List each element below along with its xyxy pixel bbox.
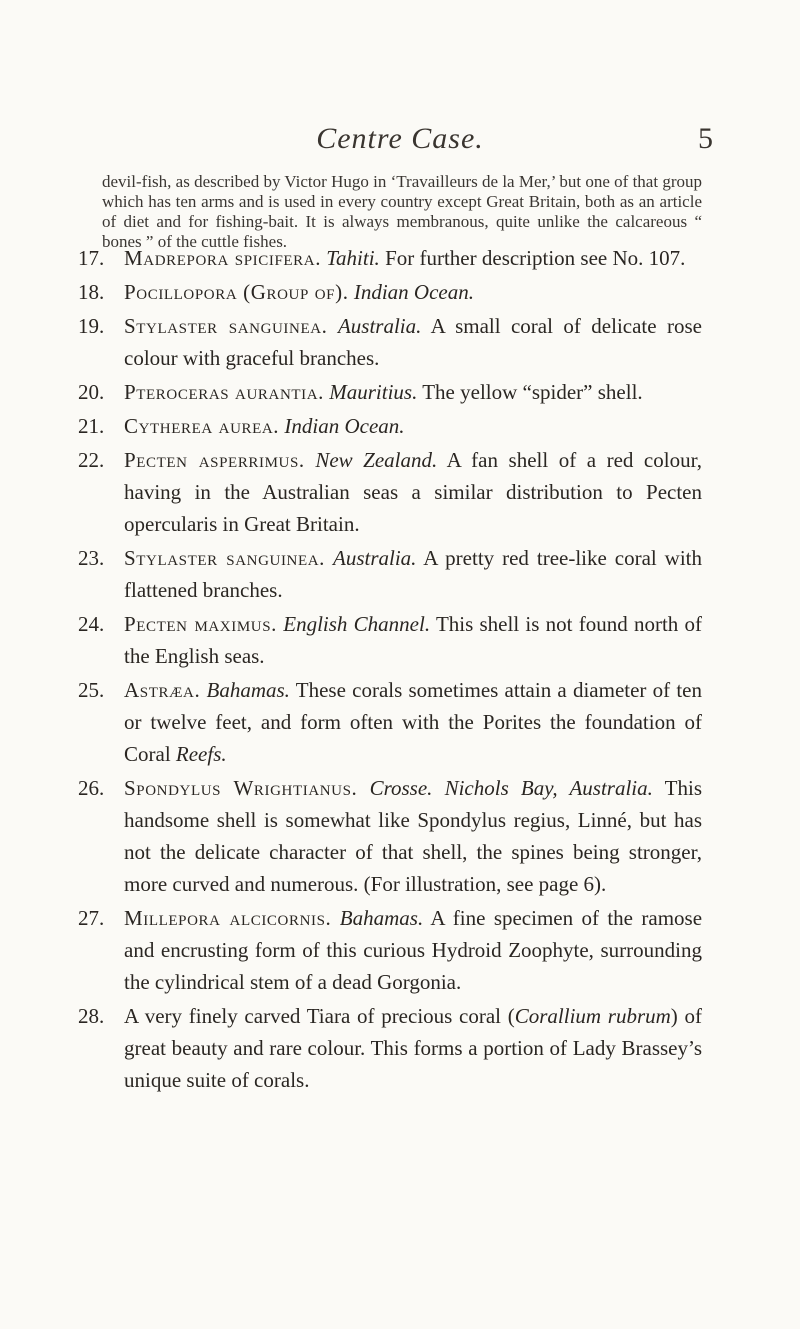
specimen-description: These corals sometimes attain a diameter of ten or twelve feet, and form often with the Porites the foundation of Coral bbox=[124, 678, 702, 766]
specimen-name: Pecten maximus. bbox=[124, 612, 277, 636]
specimen-description: This shell is not found north of the English seas. bbox=[124, 612, 703, 668]
specimen-description: This handsome shell is somewhat like Spondylus regius, Linné, but has not the delicate character of that shell, the spines being stronger, more curved and numerous. (For illustration, see page 6). bbox=[124, 776, 703, 896]
specimen-description: A fine specimen of the ramose and encrusting form of this curious Hydroid Zoophyte, surrounding the cylindrical stem of a dead Gorgonia. bbox=[124, 906, 703, 994]
entry-number: 25. bbox=[78, 678, 105, 702]
page-header bbox=[0, 122, 800, 162]
specimen-locality: Australia. bbox=[333, 546, 417, 570]
catalogue-entry bbox=[78, 902, 702, 998]
entry-number: 24. bbox=[78, 612, 105, 636]
entry-number: 22. bbox=[78, 448, 105, 472]
specimen-locality: Tahiti. bbox=[326, 246, 380, 270]
specimen-name: Spondylus Wrightianus. bbox=[124, 776, 358, 800]
specimen-name: Pocillopora (Group of). bbox=[124, 280, 349, 304]
intro-paragraph: devil-fish, as described by Victor Hugo in ‘Travailleurs de la Mer,’ but one of that group which has ten arms and is used in every country except Great Britain, both as an article of diet and for fishing-bait. It is always membranous, quite unlike the calcareous “ bones ” of the cuttle fishes. bbox=[102, 172, 702, 251]
entry-number: 26. bbox=[78, 776, 105, 800]
catalogue-entry bbox=[78, 276, 702, 308]
catalogue-entry bbox=[78, 674, 702, 770]
specimen-description: A very finely carved Tiara of precious coral ( bbox=[124, 1004, 515, 1028]
specimen-locality: New Zealand. bbox=[315, 448, 438, 472]
running-title: Centre Case. bbox=[316, 122, 484, 155]
specimen-name: Astræa. bbox=[124, 678, 201, 702]
entry-number: 20. bbox=[78, 380, 105, 404]
entry-number: 23. bbox=[78, 546, 105, 570]
catalogue-entry bbox=[78, 410, 702, 442]
specimen-name: Stylaster sanguinea. bbox=[124, 314, 328, 338]
specimen-locality: Indian Ocean. bbox=[353, 280, 474, 304]
specimen-description-italic: Corallium rubrum bbox=[514, 1004, 671, 1028]
entry-number: 18. bbox=[78, 280, 105, 304]
catalogue-entry bbox=[78, 542, 702, 606]
specimen-locality: Mauritius. bbox=[329, 380, 418, 404]
page-number: 5 bbox=[698, 122, 713, 155]
specimen-locality: Bahamas. bbox=[339, 906, 424, 930]
specimen-name: Pecten asperrimus. bbox=[124, 448, 305, 472]
catalogue-entry bbox=[78, 310, 702, 374]
specimen-locality: Crosse. Nichols Bay, Australia. bbox=[369, 776, 653, 800]
specimen-description-italic: Reefs. bbox=[175, 742, 227, 766]
specimen-name: Millepora alcicornis. bbox=[124, 906, 332, 930]
entry-number: 21. bbox=[78, 414, 105, 438]
specimen-locality: Bahamas. bbox=[206, 678, 290, 702]
entry-number: 17. bbox=[78, 246, 105, 270]
catalogue-entry bbox=[78, 608, 702, 672]
specimen-locality: Australia. bbox=[337, 314, 422, 338]
specimen-name: Cytherea aurea. bbox=[124, 414, 280, 438]
entry-number: 28. bbox=[78, 1004, 105, 1028]
specimen-description-tail: ) of great beauty and rare colour. This forms a portion of Lady Brassey’s unique suite of corals. bbox=[124, 1004, 702, 1092]
specimen-description: A pretty red tree-like coral with flattened branches. bbox=[124, 546, 703, 602]
specimen-locality: English Channel. bbox=[283, 612, 431, 636]
specimen-description: The yellow “spider” shell. bbox=[422, 380, 643, 404]
catalogue-entry bbox=[78, 444, 702, 540]
specimen-description: A small coral of delicate rose colour with graceful branches. bbox=[124, 314, 702, 370]
specimen-description: A fan shell of a red colour, having in the Australian seas a similar distribution to Pecten opercularis in Great Britain. bbox=[124, 448, 702, 536]
catalogue-entries bbox=[78, 242, 702, 1098]
catalogue-entry bbox=[78, 376, 702, 408]
catalogue-entry bbox=[78, 1000, 702, 1096]
specimen-locality: Indian Ocean. bbox=[284, 414, 405, 438]
specimen-name: Madrepora spicifera. bbox=[124, 246, 322, 270]
catalogue-entry bbox=[78, 772, 702, 900]
catalogue-entry bbox=[78, 242, 702, 274]
entry-number: 19. bbox=[78, 314, 105, 338]
specimen-name: Stylaster sanguinea. bbox=[124, 546, 326, 570]
specimen-name: Pteroceras aurantia. bbox=[124, 380, 325, 404]
specimen-description: For further description see No. 107. bbox=[385, 246, 686, 270]
entry-number: 27. bbox=[78, 906, 105, 930]
